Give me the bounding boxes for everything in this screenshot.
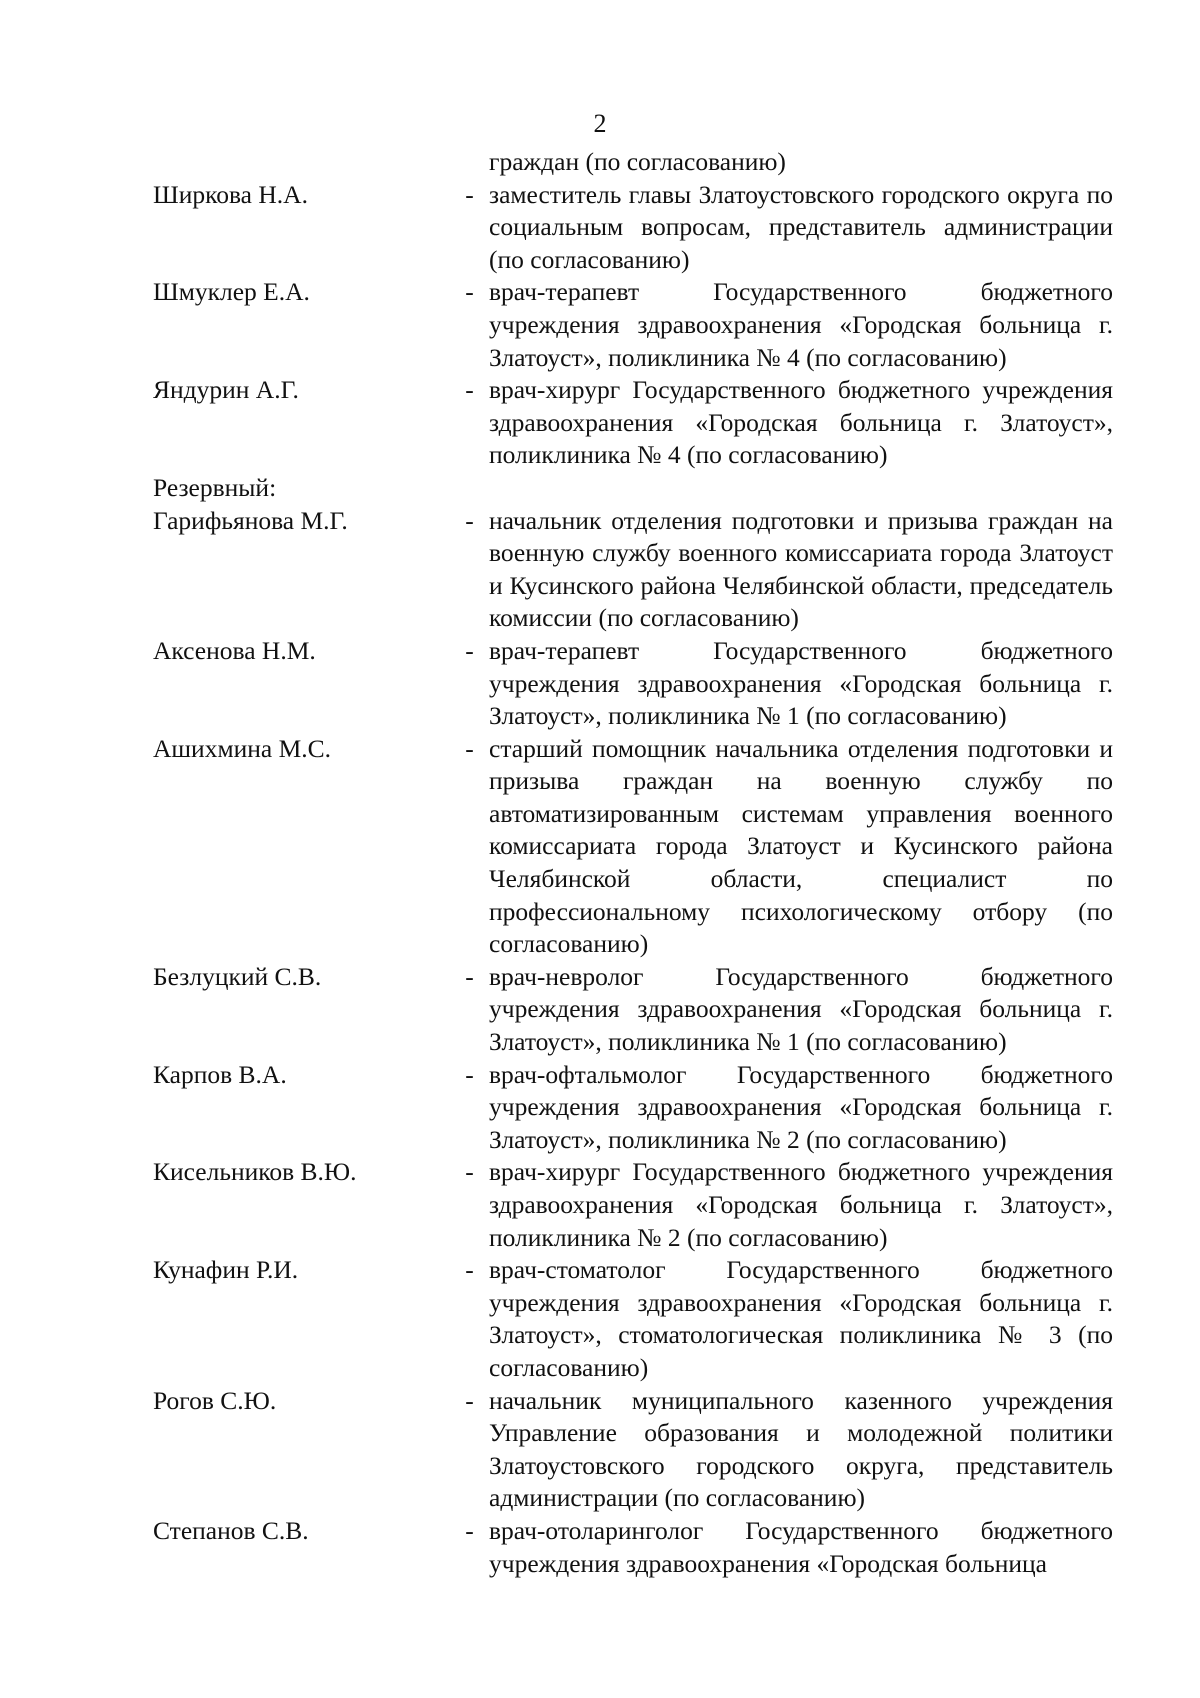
member-name: Рогов С.Ю. [153, 1385, 277, 1415]
member-name: Кисельников В.Ю. [153, 1157, 357, 1187]
page-number: 2 [593, 109, 607, 138]
member-row [153, 276, 1113, 374]
dash-separator: - [465, 733, 474, 763]
member-name: Гарифьянова М.Г. [153, 505, 348, 535]
dash-separator: - [465, 179, 474, 209]
member-name: Шмуклер Е.А. [153, 277, 310, 307]
member-description: старший помощник начальника отделения подготовки и призыва граждан на военную службу по автоматизированным системам управления военного комиссариата города Златоуст и Кусинского района Челябинской области, специалист по профессиональному психологическому отбору (по согласованию) [489, 733, 1113, 959]
member-name: Безлуцкий С.В. [153, 961, 322, 991]
dash-separator: - [465, 1515, 474, 1545]
member-description: врач-офтальмолог Государственного бюджетного учреждения здравоохранения «Городская больница г. Златоуст», поликлиника № 2 (по согласованию) [489, 1059, 1113, 1154]
dash-separator: - [465, 1385, 474, 1415]
member-description: врач-терапевт Государственного бюджетного учреждения здравоохранения «Городская больница г. Златоуст», поликлиника № 4 (по согласованию) [489, 277, 1113, 372]
member-description: врач-стоматолог Государственного бюджетного учреждения здравоохранения «Городская больница г. Златоуст», стоматологическая поликлиника № 3 (по согласованию) [489, 1255, 1113, 1382]
member-description: врач-хирург Государственного бюджетного учреждения здравоохранения «Городская больница г. Златоуст», поликлиника № 4 (по согласованию) [489, 375, 1113, 470]
member-row [153, 635, 1113, 733]
member-description: заместитель главы Златоустовского городского округа по социальным вопросам, представитель администрации (по согласованию) [489, 179, 1113, 274]
member-description: начальник муниципального казенного учреждения Управление образования и молодежной политики Златоустовского городского округа, представитель администрации (по согласованию) [489, 1385, 1113, 1513]
member-row [153, 1254, 1113, 1384]
member-name: Карпов В.А. [153, 1059, 287, 1089]
dash-separator: - [465, 375, 474, 405]
member-description: начальник отделения подготовки и призыва граждан на военную службу военного комиссариата города Златоуст и Кусинского района Челябинской области, председатель комиссии (по согласованию) [489, 505, 1113, 633]
member-name: Ширкова Н.А. [153, 179, 308, 209]
member-row [153, 374, 1113, 472]
member-row [153, 1515, 1113, 1580]
member-row [153, 733, 1113, 961]
dash-separator: - [465, 277, 474, 307]
dash-separator: - [465, 635, 474, 665]
commission-member-list [153, 146, 1113, 1580]
member-row [153, 1059, 1113, 1157]
dash-separator: - [465, 1059, 474, 1089]
dash-separator: - [465, 961, 474, 991]
member-description: врач-терапевт Государственного бюджетного учреждения здравоохранения «Городская больница г. Златоуст», поликлиника № 1 (по согласованию) [489, 635, 1113, 731]
member-name: Ашихмина М.С. [153, 733, 332, 763]
dash-separator: - [465, 1255, 474, 1285]
member-description: врач-хирург Государственного бюджетного учреждения здравоохранения «Городская больница г. Златоуст», поликлиника № 2 (по согласованию) [489, 1157, 1113, 1252]
dash-separator: - [465, 1157, 474, 1187]
member-row [153, 179, 1113, 277]
member-description: врач-невролог Государственного бюджетного учреждения здравоохранения «Городская больница г. Златоуст», поликлиника № 1 (по согласованию) [489, 961, 1113, 1057]
reserve-heading: Резервный: [153, 472, 277, 502]
member-name: Степанов С.В. [153, 1515, 309, 1545]
member-name: Аксенова Н.М. [153, 635, 316, 665]
member-row [153, 1156, 1113, 1254]
member-description: врач-отоларинголог Государственного бюджетного учреждения здравоохранения «Городская больница [489, 1515, 1113, 1578]
continuation-text: граждан (по согласованию) [489, 147, 786, 176]
member-row [153, 505, 1113, 635]
member-row [153, 1385, 1113, 1515]
member-name: Яндурин А.Г. [153, 375, 299, 405]
dash-separator: - [465, 505, 474, 535]
member-name: Кунафин Р.И. [153, 1255, 299, 1285]
member-row [153, 961, 1113, 1059]
